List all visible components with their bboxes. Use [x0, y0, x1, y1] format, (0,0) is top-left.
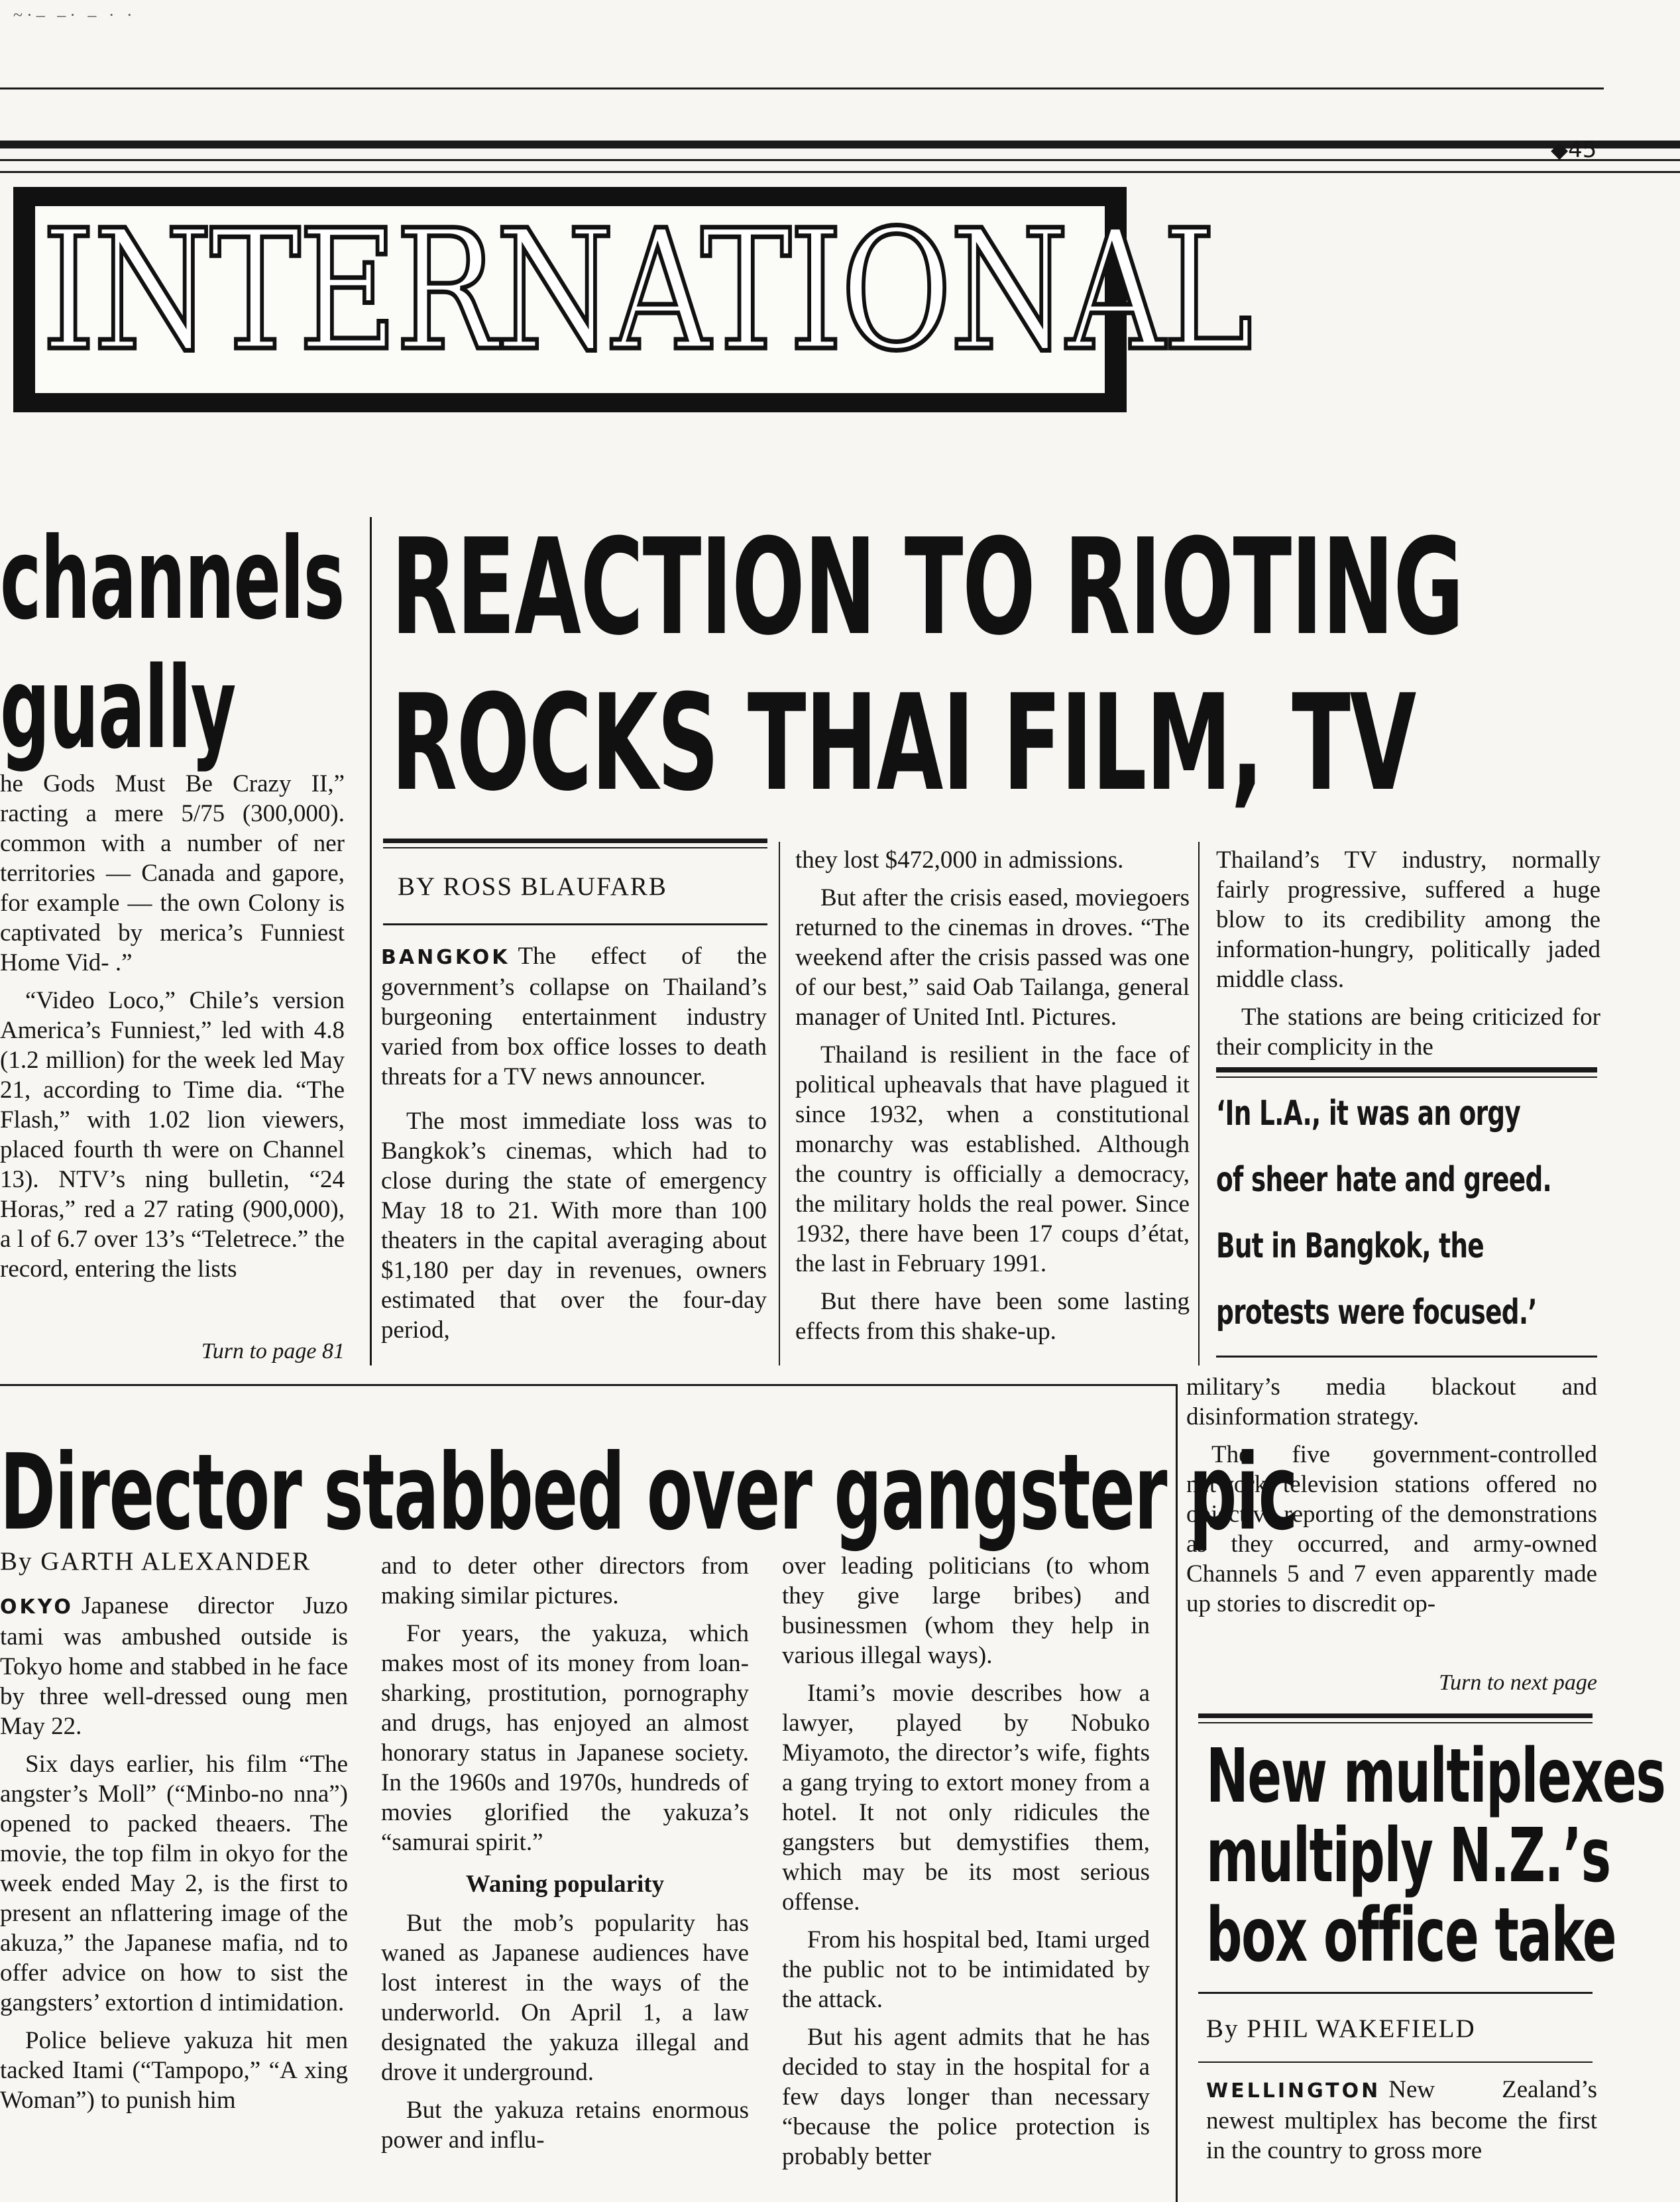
main-headline-2: ROCKS THAI FILM, TV: [391, 666, 1416, 821]
header-rule-lower: [0, 171, 1680, 173]
header-rule-thin: [0, 159, 1680, 161]
nz-rule-thick: [1198, 1713, 1593, 1718]
main-byline: BY ROSS BLAUFARB: [398, 872, 667, 901]
left-story-body: [0, 769, 345, 1365]
pull-quote-line-1: ‘In L.A., it was an orgy: [1216, 1094, 1521, 1133]
director-dateline: OKYO: [0, 1595, 74, 1619]
main-col-2: [795, 845, 1190, 1365]
left-story-headline-2: gually: [0, 643, 236, 774]
pullquote-rule-top: [1216, 1067, 1597, 1072]
main-col2-para-4: But there have been some lasting effects from this shake-up.: [795, 1288, 1190, 1345]
pullquote-rule-top-thin: [1216, 1076, 1597, 1078]
nz-byline-rule-bottom: [1198, 2061, 1593, 2063]
nz-byline: By PHIL WAKEFIELD: [1206, 2014, 1476, 2043]
director-col2-para-1: and to deter other directors from making similar pictures.: [381, 1552, 749, 1609]
main-col1-para-1: The effect of the government’s collapse on Thailand’s burgeoning entertainment industry varied from box office losses to death threats for a TV news announcer.: [381, 943, 767, 1090]
director-col1-para-3: Police believe yakuza hit men tacked Itami (“Tampopo,” “A xing Woman”) to punish him: [0, 2027, 348, 2114]
page-number-value: 45: [1568, 137, 1597, 163]
pull-quote: [1216, 1080, 1607, 1346]
left-story-headline-1: channels: [0, 514, 345, 645]
pull-quote-line-3: But in Bangkok, the: [1216, 1226, 1484, 1266]
main-story-jump: Turn to next page: [1439, 1670, 1597, 1695]
main-col3-para-3: military’s media blackout and disinformation strategy.: [1186, 1373, 1597, 1430]
director-col3-para-3: From his hospital bed, Itami urged the public not to be intimidated by the attack.: [782, 1926, 1150, 2013]
director-col3-para-2: Itami’s movie describes how a lawyer, played by Nobuko Miyamoto, the director’s wife, fights a gang trying to extort money from a hotel. It not only ridicules the gangsters but demystifies them, which may be its most serious offense.: [782, 1680, 1150, 1916]
byline-rule-thick: [383, 839, 767, 843]
section-banner: [13, 187, 1251, 412]
main-col3-para-4: The five government-controlled network television stations offered no objective reporting of the demonstrations as they occurred, and army-owned Channels 5 and 7 even apparently made up stories to discredit op-: [1186, 1441, 1597, 1617]
nz-body: [1206, 2075, 1597, 2202]
pullquote-rule-bottom: [1216, 1356, 1597, 1358]
nz-headline-2: multiply N.Z.’s: [1206, 1813, 1610, 1899]
director-col3-para-1: over leading politicians (to whom they give large bribes) and businessmen (whom they help in various illegal ways).: [782, 1552, 1150, 1669]
left-story-para-2: “Video Loco,” Chile’s version America’s Funniest,” led with 4.8 (1.2 million) for the week led May 21, according to Time dia. “The Flash,” with 1.02 lion viewers, placed fourth th were on Channel 13). NTV’s ning bulletin, “24 Horas,” red a 27 rating (900,000), a l of 6.7 over 13’s “Teletrece.” the record, entering the lists: [0, 987, 345, 1283]
director-col3-para-4: But his agent admits that he has decided to stay in the hospital for a few days longer than necessary “because the police protection is probably better: [782, 2024, 1150, 2170]
director-col1-para-2: Six days earlier, his film “The angster’s Moll” (“Minbo-no nna”) opened to packed theaers. The movie, the top film in okyo for the week ended May 2, is the first to present an nflattering image of the akuza,” the Japanese mafia, nd to offer advice on how to sist the gangsters’ extortion d intimidation.: [0, 1751, 348, 2016]
nz-headline-3: box office take: [1206, 1892, 1616, 1979]
director-col2-para-4: But the yakuza retains enormous power and influ-: [381, 2097, 749, 2154]
main-col-3-top: [1216, 845, 1600, 1064]
nz-body-text: New Zealand’s newest multiplex has become the first in the country to gross more: [1206, 2076, 1597, 2164]
main-col3-para-2: The stations are being criticized for their complicity in the: [1216, 1004, 1600, 1061]
director-col2-para-2: For years, the yakuza, which makes most of its money from loan-sharking, prostitution, pornography and drugs, has enjoyed an almost honorary status in Japanese society. In the 1960s and 1970s, hundreds of movies glorified the yakuza’s “samurai spirit.”: [381, 1620, 749, 1856]
director-subhead: Waning popularity: [465, 1871, 665, 1898]
pull-quote-line-4: protests were focused.’: [1216, 1293, 1537, 1332]
main-col-1: [381, 941, 767, 1365]
director-col-1: [0, 1591, 348, 2202]
main-dateline: BANGKOK: [381, 946, 510, 969]
main-col-divider-1: [779, 842, 780, 1365]
main-col1-para-2: The most immediate loss was to Bangkok’s cinemas, which had to close during the state of emergency May 18 to 21. With more than 100 theaters in the capital averaging about $1,180 per day in revenues, owners estimated that over the four-day period,: [381, 1108, 767, 1344]
left-story-jump: Turn to page 81: [201, 1339, 345, 1363]
director-col-2: [381, 1551, 749, 2202]
nz-headline-1: New multiplexes: [1206, 1733, 1665, 1820]
director-col2-para-3: But the mob’s popularity has waned as Japanese audiences have lost interest in the ways of the underworld. On April 1, a law designated the yakuza illegal and drove it underground.: [381, 1910, 749, 2086]
main-col2-para-1: they lost $472,000 in admissions.: [795, 846, 1124, 874]
nz-rule-thin: [1198, 1722, 1593, 1723]
director-byline: By GARTH ALEXANDER: [0, 1547, 311, 1576]
main-headline-1: REACTION TO RIOTING: [391, 510, 1463, 665]
byline-rule-bottom: [383, 923, 767, 925]
left-column-divider: [370, 517, 372, 1365]
header-rule-thick: [0, 141, 1680, 148]
left-story-para-1: he Gods Must Be Crazy II,” racting a mere 5/75 (300,000). common with a number of ner territories — Canada and gapore, for example — the own Colony is captivated by merica’s Funniest Home Vid- .”: [0, 770, 345, 976]
page-number: [1551, 137, 1596, 163]
section-banner-inner: [32, 194, 1251, 396]
main-col-divider-2: [1198, 842, 1200, 1365]
director-col-3: [782, 1551, 1150, 2202]
pull-quote-line-2: of sheer hate and greed.: [1216, 1160, 1552, 1200]
section-banner-text: INTERNATIONAL: [42, 194, 1251, 387]
nz-dateline: WELLINGTON: [1206, 2079, 1381, 2103]
director-col1-para-1: Japanese director Juzo tami was ambushed outside is Tokyo home and stabbed in he face by three well-dressed oung men May 22.: [0, 1592, 348, 1740]
top-rule: [0, 87, 1604, 89]
byline-rule-thin: [383, 847, 767, 848]
main-col2-para-3: Thailand is resilient in the face of political upheavals that have plagued it since 1932, when a constitutional monarchy was established. Although the country is officially a democracy, the military holds the real power. Since 1932, there have been 17 coups d’état, the last in February 1991.: [795, 1041, 1190, 1277]
director-box-top: [0, 1384, 1177, 1386]
page-marker-icon: ◆: [1551, 137, 1569, 163]
top-scribble: ~·– –· – · ·: [13, 5, 137, 25]
main-col3-para-1: Thailand’s TV industry, normally fairly progressive, suffered a huge blow to its credibility among the information-hungry, politically jaded middle class.: [1216, 846, 1600, 993]
director-headline: Director stabbed over gangster pic: [0, 1432, 1298, 1554]
nz-byline-rule-top: [1198, 1992, 1593, 1994]
main-col2-para-2: But after the crisis eased, moviegoers returned to the cinemas in droves. “The weekend after the crisis passed was one of our best,” said Oab Tailanga, general manager of United Intl. Pictures.: [795, 884, 1190, 1031]
